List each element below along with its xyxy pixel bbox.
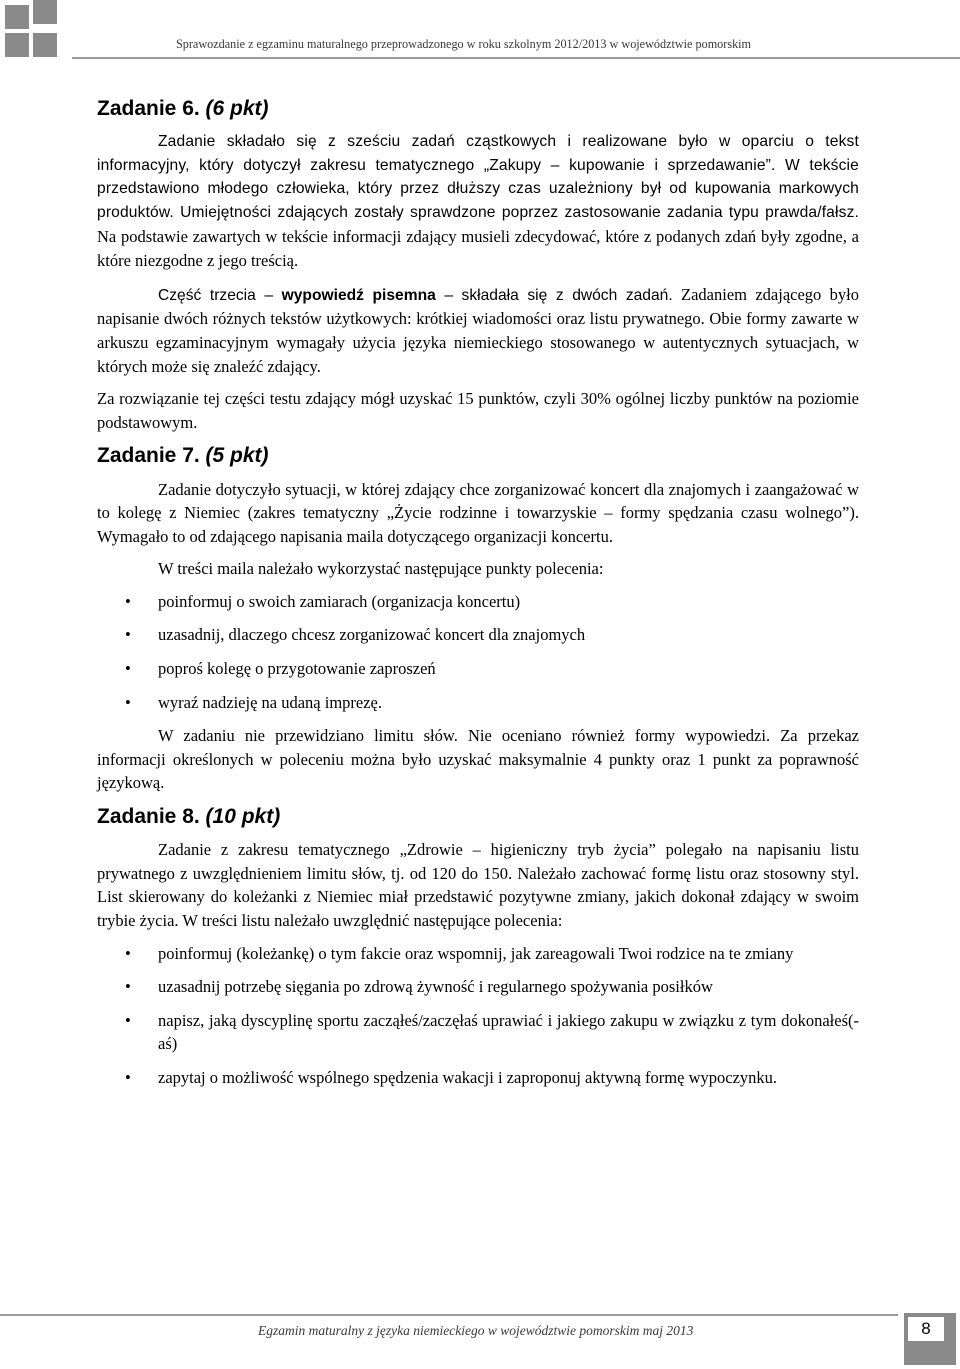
z7-bullet-list bbox=[97, 590, 859, 714]
z7-paragraph-2: W treści maila należało wykorzystać następujące punkty polecenia: bbox=[158, 559, 604, 579]
z8-paragraph-1: Zadanie z zakresu tematycznego „Zdrowie – higieniczny tryb życia” polegało na napisaniu listu prywatnego z uwzględnieniem limitu słów, tj. od 120 do 150. Należało zachować formę listu oraz stosowny styl. List skierowany do koleżanki z Niemiec miał przedstawić pozytywne zmiany, jakich dokonał zdający w swoim trybie życia. W treści listu należało uwzględnić następujące polecenia: bbox=[97, 840, 859, 930]
z6-paragraph-2: Część trzecia – wypowiedź pisemna – składała się z dwóch zadań. Zadaniem zdającego było napisanie dwóch różnych tekstów użytkowych: krótkiej wiadomości oraz listu prywatnego. Obie formy zawarte w arkuszu egzaminacyjnym wymagały użycia języka niemieckiego stosowanego w autentycznych sytuacjach, w których może się znaleźć zdający. bbox=[97, 284, 859, 376]
z7-paragraph-1: Zadanie dotyczyło sytuacji, w której zdający chce zorganizować koncert dla znajomych i zaangażować w to kolegę z Niemiec (zakres tematyczny „Życie rodzinne i towarzyskie – formy spędzania czasu wolnego”). Wymagało to od zdającego napisania maila dotyczącego organizacji koncertu. bbox=[97, 479, 859, 546]
main-content bbox=[97, 96, 859, 1100]
section-title-z7: Zadanie 7. (5 pkt) bbox=[97, 444, 269, 468]
header-divider bbox=[72, 57, 960, 59]
z6-paragraph-1: Zadanie składało się z sześciu zadań cząstkowych i realizowane było w oparciu o tekst informacyjny, który dotyczył zakresu tematycznego „Zakupy – kupowanie i sprzedawanie”. W tekście przedstawiono młodego człowieka, który przez dłuższy czas uzależniony był od kupowania markowych produktów. Umiejętności zdających zostały sprawdzone poprzez zastosowanie zadania typu prawda/fałsz. Na podstawie zawartych w tekście informacji zdający musieli zdecydować, które z podanych zdań były zgodne, a które niezgodne z jego treścią. bbox=[97, 133, 859, 271]
z8-bullet-list bbox=[97, 942, 859, 1090]
header-text: Sprawozdanie z egzaminu maturalnego przeprowadzonego w roku szkolnym 2012/2013 w województwie pomorskim bbox=[176, 37, 752, 51]
z7-paragraph-3: W zadaniu nie przewidziano limitu słów. Nie oceniano również formy wypowiedzi. Za przekaz informacji określonych w poleceniu można było uzyskać maksymalnie 4 punkty oraz 1 punkt za poprawność językową. bbox=[97, 726, 859, 793]
list-item: • poproś kolegę o przygotowanie zaproszeń bbox=[97, 657, 859, 681]
list-item: • poinformuj (koleżankę) o tym fakcie oraz wspomnij, jak zareagowali Twoi rodzice na te zmiany bbox=[97, 942, 859, 966]
logo bbox=[5, 5, 57, 57]
section-title-z6: Zadanie 6. (6 pkt) bbox=[97, 97, 269, 120]
footer-text: Egzamin maturalny z języka niemieckiego w województwie pomorskim maj 2013 bbox=[258, 1323, 694, 1338]
page-number: 8 bbox=[908, 1317, 944, 1341]
list-item: • uzasadnij potrzebę sięgania po zdrową żywność i regularnego spożywania posiłków bbox=[97, 975, 859, 999]
z6-paragraph-3: Za rozwiązanie tej części testu zdający mógł uzyskać 15 punktów, czyli 30% ogólnej liczby punktów na poziomie podstawowym. bbox=[97, 389, 859, 432]
list-item: • uzasadnij, dlaczego chcesz zorganizować koncert dla znajomych bbox=[97, 623, 859, 647]
list-item: • napisz, jaką dyscyplinę sportu zacząłeś/zaczęłaś uprawiać i jakiego zakupu w związku z tym dokonałeś(-aś) bbox=[97, 1009, 859, 1056]
list-item: • zapytaj o możliwość wspólnego spędzenia wakacji i zaproponuj aktywną formę wypoczynku. bbox=[97, 1066, 859, 1090]
footer-divider bbox=[0, 1314, 898, 1316]
section-title-z8: Zadanie 8. (10 pkt) bbox=[97, 805, 281, 829]
page-number-badge bbox=[904, 1313, 956, 1365]
list-item: • poinformuj o swoich zamiarach (organizacja koncertu) bbox=[97, 590, 859, 614]
list-item: • wyraź nadzieję na udaną imprezę. bbox=[97, 691, 859, 715]
